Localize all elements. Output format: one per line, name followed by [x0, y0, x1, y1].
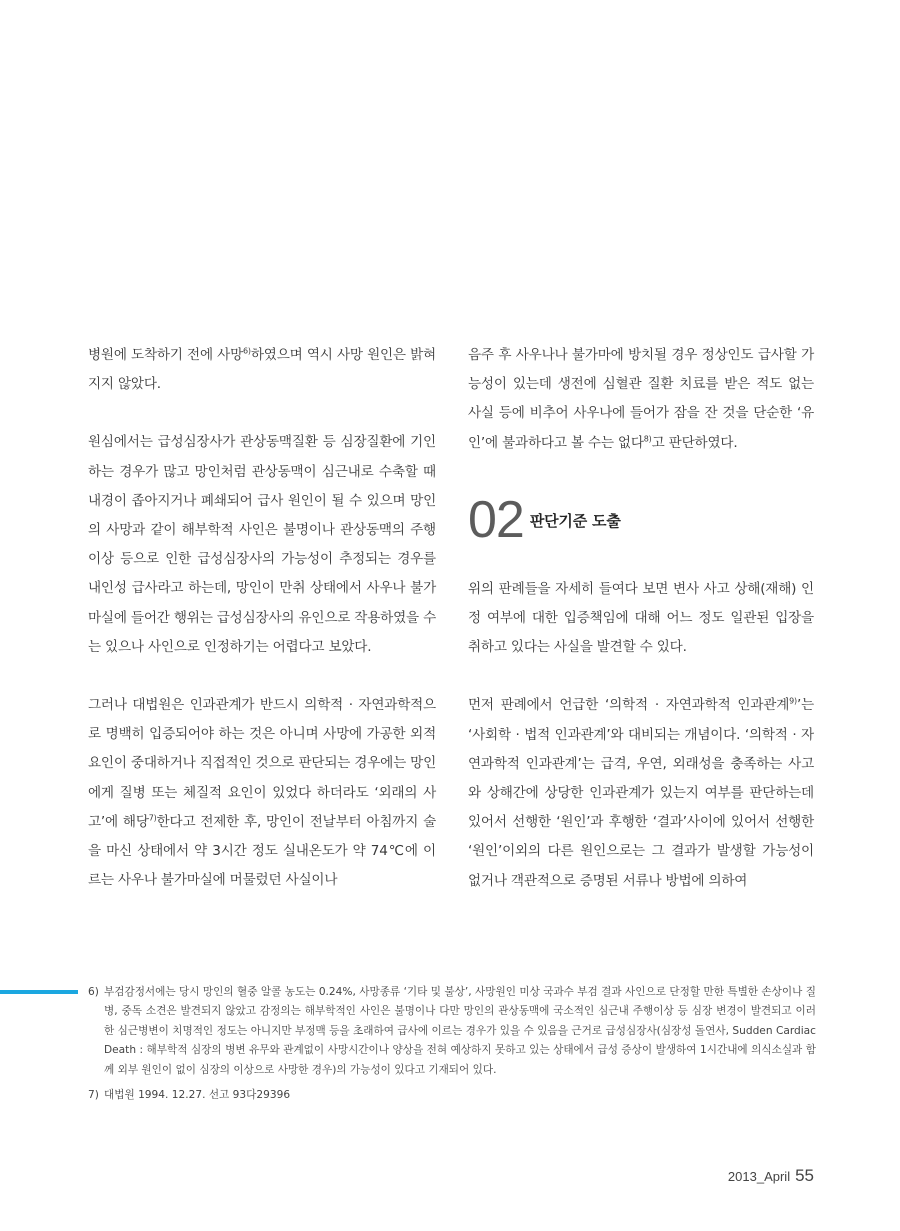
footnote-ref[interactable]: 6) — [243, 346, 251, 356]
footnote-text: 부검감정서에는 당시 망인의 혈중 알콜 농도는 0.24%, 사망종류 ‘기타 및 불상’, 사망원인 미상 국과수 부검 결과 사인으로 단정할 만한 특별한 손상이나 질병, 중독 소견은 발견되지 않았고 감정의는 해부학적인 사인은 불명이나 다만 망인의 관상동맥에 국소적인 심근내 주행이상 등 심장 변경이 발견되고 이러한 심근병변이 치명적인 정도는 아니지만 부정맥 등을 초래하여 급사에 이르는 경우가 있을 수 있음을 근거로 급성심장사(심장성 돌연사, Sudden Cardiac Death : 해부학적 심장의 병변 유무와 관계없이 사망시간이나 양상을 전혀 예상하지 못하고 있는 상태에서 급성 증상이 발생하여 1시간내에 의식소실과 함께 외부 원인이 없이 심장의 이상으로 사망한 경우)의 가능성이 있다고 기재되어 있다. — [104, 986, 816, 1076]
body-paragraph: 먼저 판례에서 언급한 ‘의학적 · 자연과학적 인과관계$^{9)}$’는 ‘사회학 · 법적 인과관계’와 대비되는 개념이다. ‘의학적 · 자연과학적 인과관계’는 급격, 우연, 외래성을 충족하는 사고와 상해간에 상당한 인과관계가 있는지 여부를 판단하는데 있어서 선행한 ‘원인’과 후행한 ‘결과’사이에 있어서 선행한 ‘원인’이외의 다른 원인으로는 그 결과가 발생할 가능성이 없거나 객관적으로 증명된 서류나 방법에 의하여 — [468, 696, 814, 889]
footnote-text: 대법원 1994. 12.27. 선고 93다29396 — [104, 1089, 291, 1102]
footnote-ref[interactable]: 8) — [643, 434, 652, 444]
body-paragraph: 음주 후 사우나나 불가마에 방치될 경우 정상인도 급사할 가능성이 있는데 생전에 심혈관 질환 치료를 받은 적도 없는 사실 등에 비추어 사우나에 들어가 잠을 잔 것을 단순한 ‘유인’에 불과하다고 볼 수는 없다$^{8)}$고 판단하였다. — [468, 347, 814, 451]
footnote-number: 6) — [88, 986, 99, 998]
footnotes — [88, 983, 816, 1105]
page-footer — [728, 1166, 814, 1186]
footnote-item — [88, 983, 816, 1080]
right-column — [468, 341, 814, 896]
footnote-ref[interactable]: 9) — [789, 696, 797, 706]
left-column — [88, 341, 436, 895]
footnote-item — [88, 1086, 816, 1105]
footnote-number: 7) — [88, 1089, 99, 1102]
section-heading — [468, 484, 814, 549]
issue-label: 2013_April — [727, 1169, 791, 1184]
body-paragraph: 위의 판례들을 자세히 들여다 보면 변사 사고 상해(재해) 인정 여부에 대한 입증책임에 대해 어느 정도 일관된 입장을 취하고 있다는 사실을 발견할 수 있다. — [468, 580, 814, 656]
footnote-accent-bar — [0, 990, 78, 994]
body-paragraph: 원심에서는 급성심장사가 관상동맥질환 등 심장질환에 기인하는 경우가 많고 망인처럼 관상동맥이 심근내로 수축할 때 내경이 좁아지거나 폐쇄되어 급사 원인이 될 수 있으며 망인의 사망과 같이 해부학적 사인은 불명이나 관상동맥의 주행이상 등으로 인한 급성심장사의 가능성이 추정되는 경우를 내인성 급사라고 하는데, 망인이 만취 상태에서 사우나 불가마실에 들어간 행위는 급성심장사의 유인으로 작용하였을 수는 있으나 사인으로 인정하기는 어렵다고 보았다. — [88, 434, 437, 655]
body-paragraph: 병원에 도착하기 전에 사망$^{6)}$하였으며 역시 사망 원인은 밝혀지지 않았다. — [88, 346, 436, 393]
footnote-ref[interactable]: 7) — [148, 813, 157, 823]
section-number: 02 — [468, 490, 524, 549]
body-paragraph: 그러나 대법원은 인과관계가 반드시 의학적 · 자연과학적으로 명백히 입증되어야 하는 것은 아니며 사망에 가공한 외적 요인이 중대하거나 직접적인 것으로 판단되는 경우에는 망인에게 질병 또는 체질적 요인이 있었다 하더라도 ‘외래의 사고’에 해당$^{7)}$한다고 전제한 후, 망인이 전날부터 아침까지 술을 마신 상태에서 약 3시간 정도 실내온도가 약 74℃에 이르는 사우나 불가마실에 머물렀던 사실이나 — [88, 697, 437, 889]
section-title: 판단기준 도출 — [529, 511, 621, 530]
page-number: 55 — [795, 1166, 814, 1185]
